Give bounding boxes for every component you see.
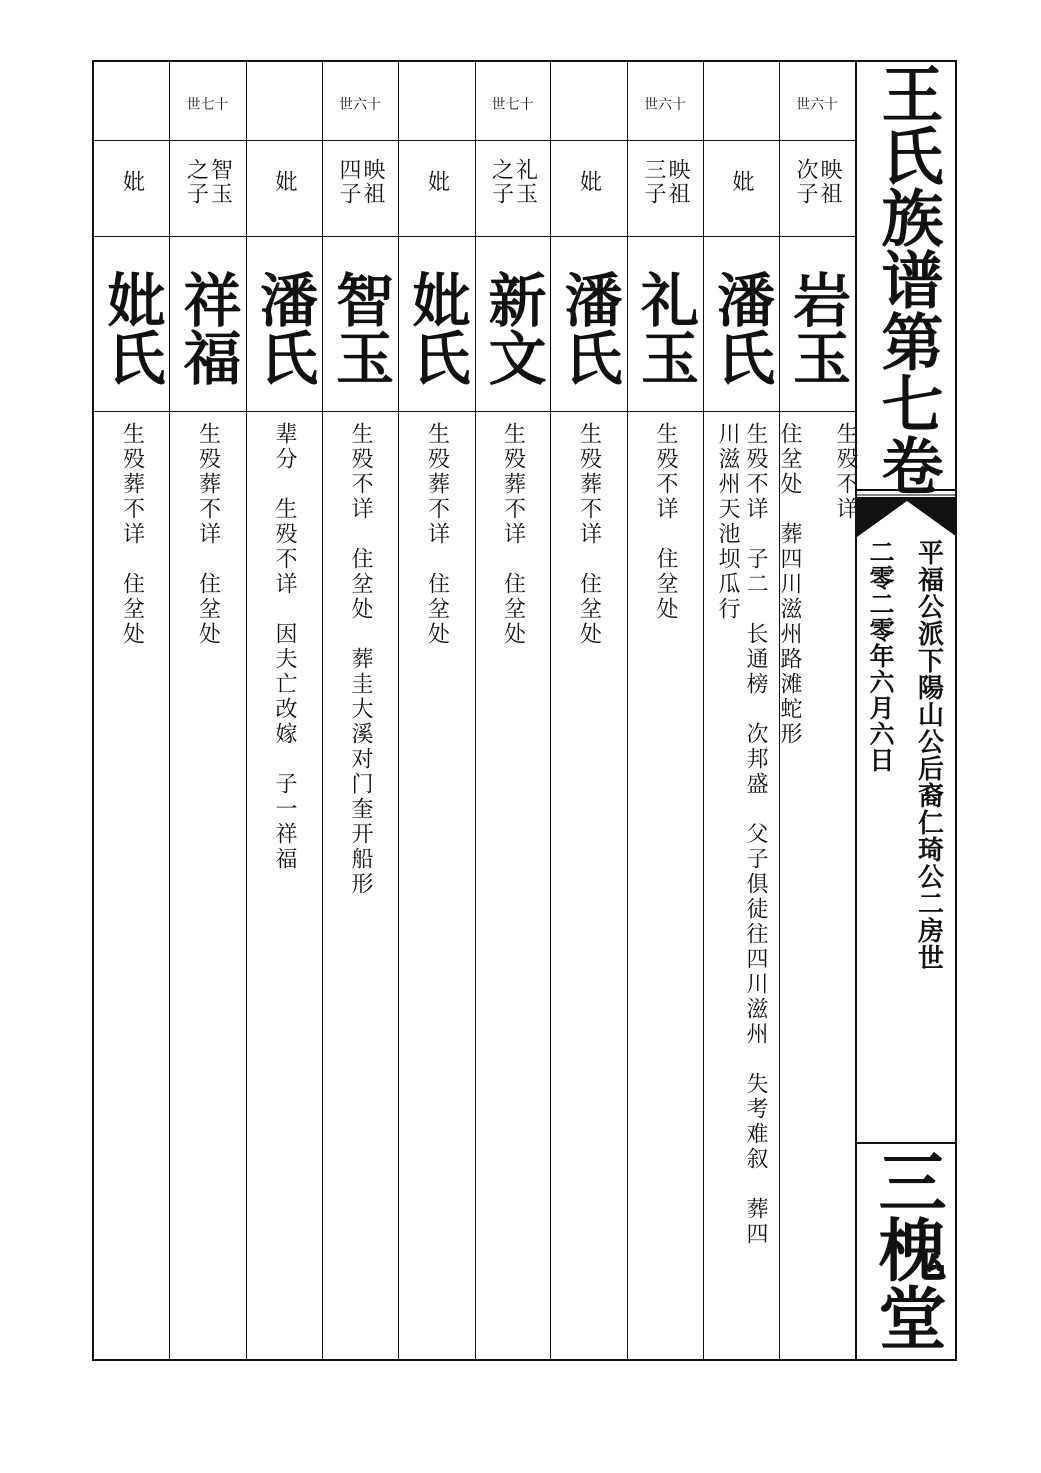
person-note: 生殁葬不详 住坌处 — [119, 422, 145, 647]
relation-label: 妣 — [424, 170, 450, 194]
person-name: 潘氏 — [554, 270, 623, 386]
generation-label: 世七十 — [491, 97, 534, 113]
banner-icon — [857, 487, 957, 537]
person-note: 生殁不详 住坌处 葬四川滋州路滩蛇形 — [777, 422, 858, 747]
generation-label: 世七十 — [186, 97, 229, 113]
person-name: 潘氏 — [707, 270, 775, 386]
relation-label: 妣 — [729, 170, 754, 194]
relation-label: 映祖 次子 — [793, 158, 842, 206]
person-name: 妣氏 — [402, 270, 471, 386]
relation-label: 礼玉 之子 — [488, 158, 538, 206]
compile-date: 二零二零年六月六日 — [866, 539, 895, 773]
person-note: 生殁不详 住坌处 葬圭大溪对门奎开船形 — [348, 422, 373, 897]
relation-label: 妣 — [576, 170, 602, 194]
hall-divider — [857, 1142, 957, 1144]
person-name: 礼玉 — [631, 270, 699, 386]
generation-label — [94, 62, 169, 140]
person-name: 祥福 — [173, 270, 242, 386]
genealogy-page — [92, 60, 957, 1361]
generation-label — [703, 62, 779, 140]
relation-label: 妣 — [272, 170, 297, 194]
person-note: 生殁葬不详 住坌处 — [424, 422, 450, 647]
title-cell — [857, 62, 957, 496]
generation-label — [550, 62, 627, 140]
person-name: 新文 — [478, 270, 547, 386]
person-note: 生殁葬不详 住坌处 — [195, 422, 221, 647]
lineage-cell — [900, 539, 957, 1139]
generation-label — [398, 62, 475, 140]
person-name: 岩玉 — [783, 270, 851, 386]
relation-label: 妣 — [119, 170, 145, 194]
generation-label: 世六十 — [796, 97, 838, 113]
relation-label: 智玉 之子 — [183, 158, 233, 206]
person-note: 生殁不详 子二 长通榜 次邦盛 父子俱徒往四川滋州 失考难叙 葬四 川滋州天池坝瓜行 — [715, 422, 768, 1247]
person-note: 生殁不详 住坌处 — [653, 422, 678, 622]
person-name: 智玉 — [326, 270, 394, 386]
person-name: 妣氏 — [97, 270, 166, 386]
hall-cell — [857, 1147, 957, 1357]
person-note: 生殁葬不详 住坌处 — [576, 422, 602, 647]
date-cell — [857, 539, 903, 1139]
hall-name: 三槐堂 — [867, 1147, 947, 1351]
relation-label: 映祖 三子 — [641, 158, 690, 206]
generation-label: 世六十 — [339, 97, 381, 113]
lineage-line: 平福公派下陽山公后裔仁琦公二房世 — [913, 539, 944, 971]
relation-label: 映祖 四子 — [336, 158, 385, 206]
generation-label — [246, 62, 322, 140]
person-note: 生殁葬不详 住坌处 — [500, 422, 526, 647]
generation-label: 世六十 — [644, 97, 686, 113]
book-title: 王氏族谱第七卷 — [871, 62, 944, 496]
person-note: 辈分 生殁不详 因夫亡改嫁 子一祥福 — [272, 422, 297, 872]
person-name: 潘氏 — [250, 270, 318, 386]
